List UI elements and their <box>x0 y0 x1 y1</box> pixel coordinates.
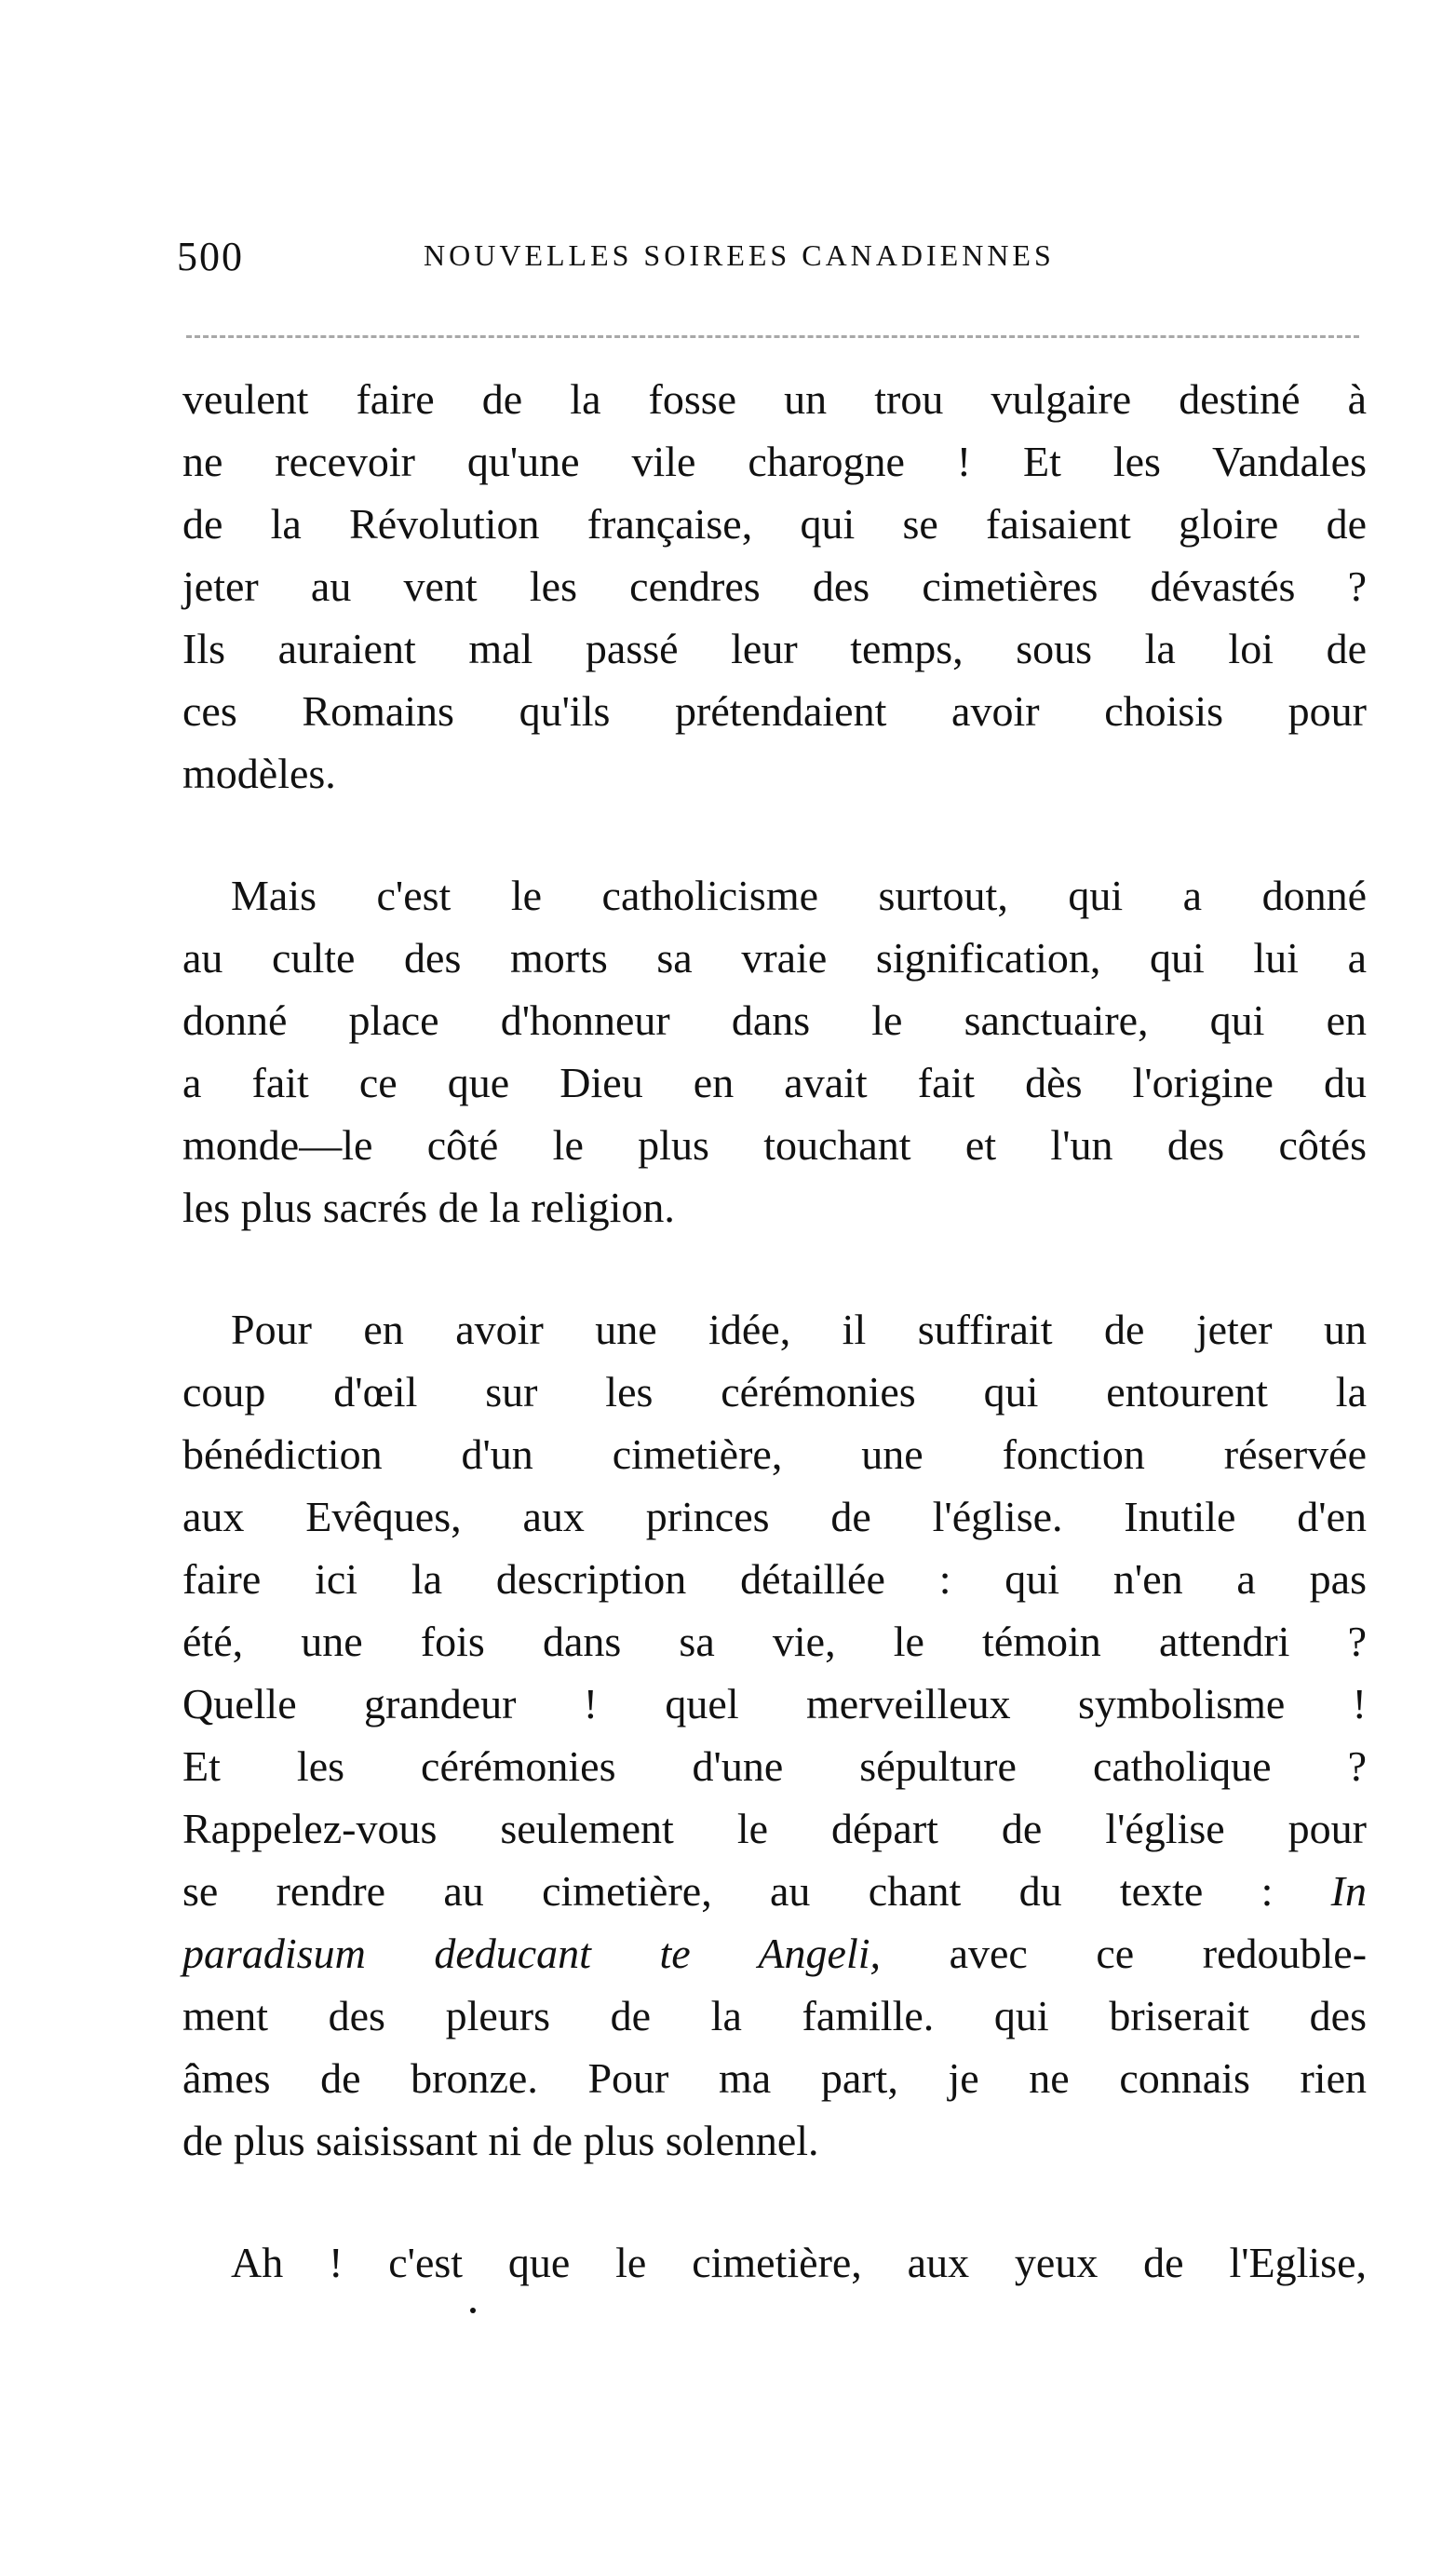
text-line: de la Révolution française, qui se faisaient gloire de <box>182 500 1367 548</box>
text-line-with-italic <box>182 1922 1367 1985</box>
running-title: NOUVELLES SOIREES CANADIENNES <box>424 238 1055 272</box>
text-line: monde—le côté le plus touchant et l'un des côtés <box>182 1121 1367 1169</box>
text-line: âmes de bronze. Pour ma part, je ne connais rien <box>182 2054 1367 2102</box>
text-line: Ils auraient mal passé leur temps, sous la loi de <box>182 625 1367 672</box>
page-body <box>182 368 1367 2294</box>
text-line: jeter au vent les cendres des cimetières dévastés ? <box>182 562 1367 610</box>
text-line: les plus sacrés de la religion. <box>182 1184 675 1231</box>
text-line: Quelle grandeur ! quel merveilleux symbolisme ! <box>182 1680 1367 1727</box>
text-line: ment des pleurs de la famille. qui briserait des <box>182 1992 1367 2039</box>
text-line: coup d'œil sur les cérémonies qui entourent la <box>182 1368 1367 1416</box>
text-line: Pour en avoir une idée, il suffirait de jeter un <box>231 1306 1367 1353</box>
text-line: modèles. <box>182 750 336 797</box>
text-line: ces Romains qu'ils prétendaient avoir choisis pour <box>182 687 1367 735</box>
running-head <box>177 233 1368 289</box>
paragraph-2 <box>182 864 1367 1239</box>
text-line: de plus saisissant ni de plus solennel. <box>182 2117 819 2164</box>
text-line: Mais c'est le catholicisme surtout, qui a donné <box>231 872 1367 919</box>
italic-fragment: paradisum deducant te Angeli, <box>182 1930 882 1977</box>
paragraph-1 <box>182 368 1367 805</box>
text-line: faire ici la description détaillée : qui n'en a pas <box>182 1555 1367 1603</box>
italic-fragment: In <box>1330 1867 1367 1915</box>
text-line: ne recevoir qu'une vile charogne ! Et les Vandales <box>182 438 1367 485</box>
paragraph-3 <box>182 1298 1367 2172</box>
text-line: a fait ce que Dieu en avait fait dès l'origine du <box>182 1059 1367 1106</box>
text-line: veulent faire de la fosse un trou vulgaire destiné à <box>182 375 1367 423</box>
text-line: été, une fois dans sa vie, le témoin attendri ? <box>182 1618 1367 1665</box>
text-line: Ah ! c'est que le cimetière, aux yeux de l'Eglise, <box>231 2239 1367 2286</box>
text-line-with-italic <box>182 1860 1367 1922</box>
header-rule <box>186 335 1359 338</box>
text-line: donné place d'honneur dans le sanctuaire, qui en <box>182 996 1367 1044</box>
text-fragment: avec ce redouble- <box>949 1930 1368 1977</box>
ink-speck <box>470 2308 476 2313</box>
text-line: bénédiction d'un cimetière, une fonction réservée <box>182 1430 1367 1478</box>
paragraph-4 <box>182 2231 1367 2294</box>
text-line: Et les cérémonies d'une sépulture catholique ? <box>182 1742 1367 1790</box>
text-line: au culte des morts sa vraie signification, qui lui a <box>182 934 1367 982</box>
text-fragment: se rendre au cimetière, au chant du texte : <box>182 1867 1274 1915</box>
text-line: Rappelez-vous seulement le départ de l'église pour <box>182 1805 1367 1852</box>
text-line: aux Evêques, aux princes de l'église. Inutile d'en <box>182 1493 1367 1540</box>
page-number: 500 <box>177 234 244 279</box>
